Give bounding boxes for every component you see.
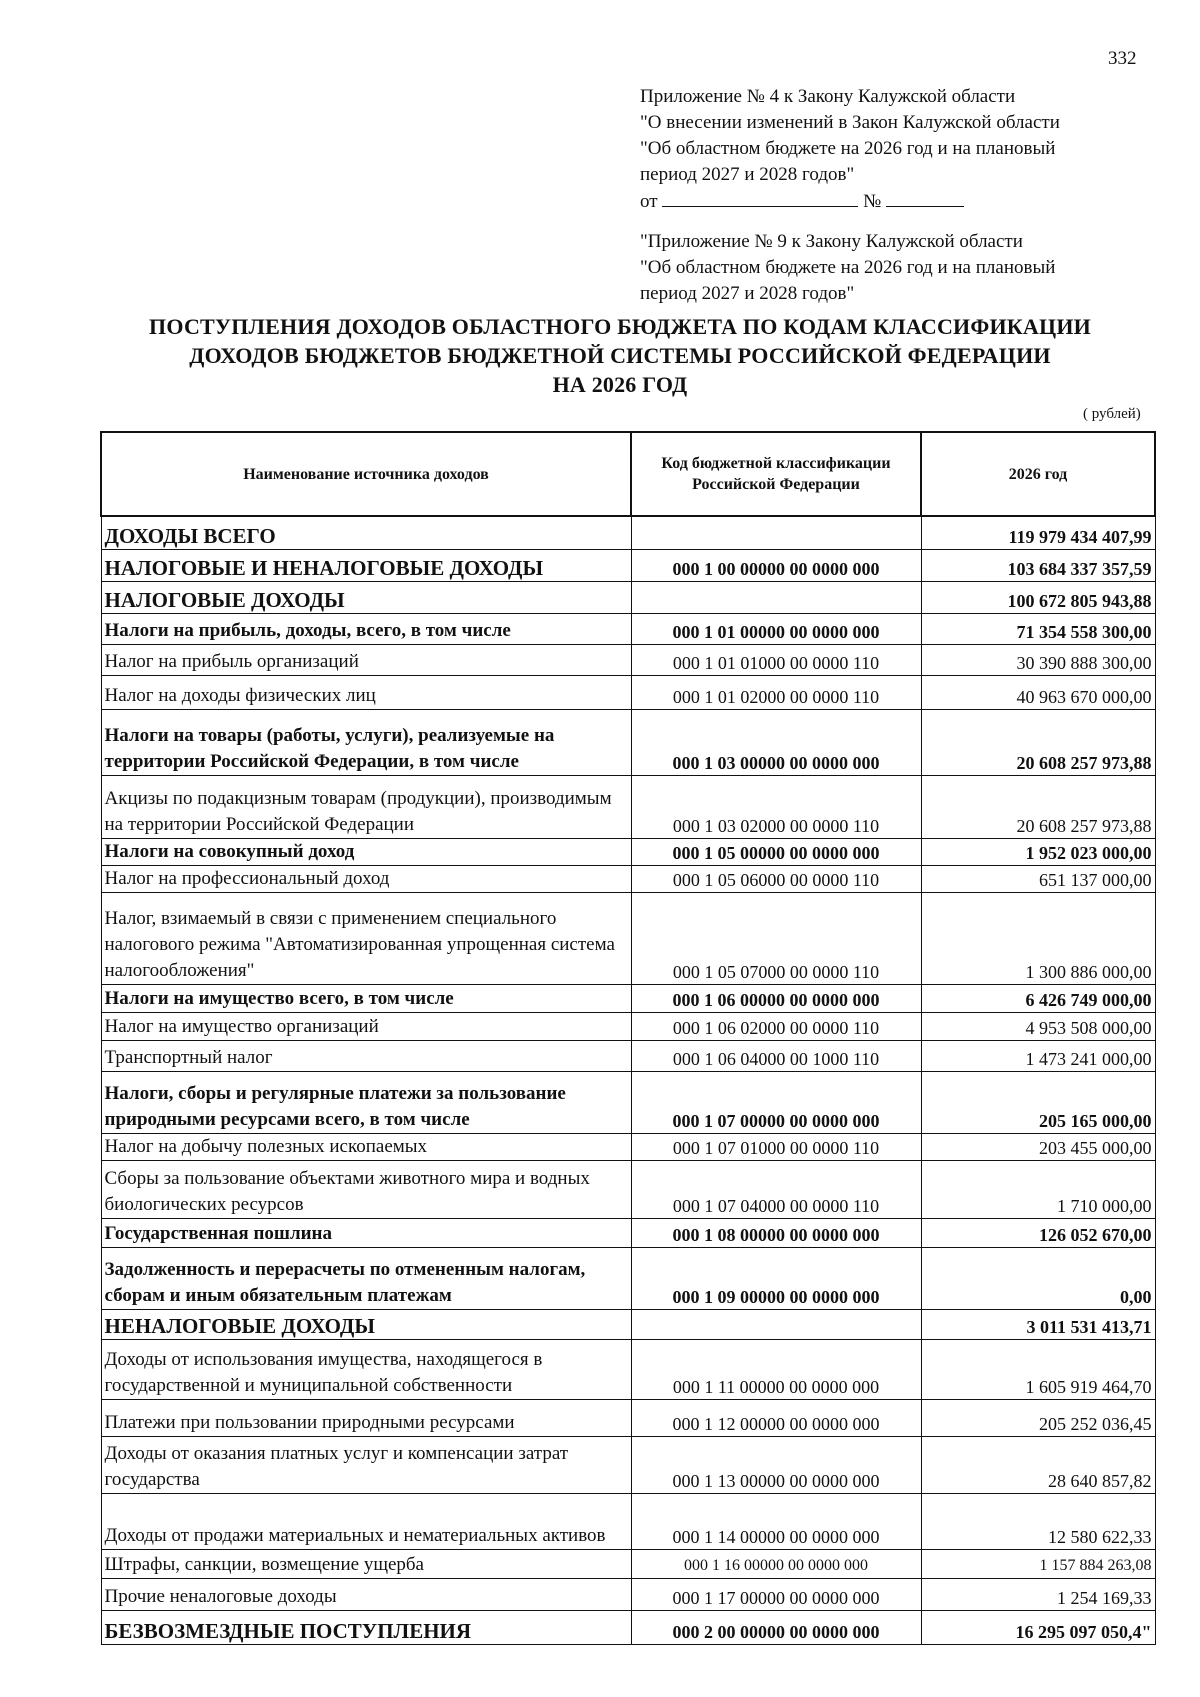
row-name: Налог на доходы физических лиц	[101, 675, 631, 709]
header-year: 2026 год	[921, 432, 1155, 516]
row-code: 000 1 01 01000 00 0000 110	[631, 644, 921, 675]
row-code: 000 1 16 00000 00 0000 000	[631, 1549, 921, 1578]
row-amount: 71 354 558 300,00	[921, 613, 1155, 644]
row-amount: 1 300 886 000,00	[921, 892, 1155, 984]
row-name: Налоги на имущество всего, в том числе	[101, 984, 631, 1012]
header-name: Наименование источника доходов	[101, 432, 631, 516]
row-code: 000 1 07 01000 00 0000 110	[631, 1133, 921, 1160]
row-amount: 103 684 337 357,59	[921, 549, 1155, 581]
page-number: 332	[1108, 48, 1137, 69]
row-name: Налоги на совокупный доход	[101, 838, 631, 865]
row-code	[631, 516, 921, 549]
row-code: 000 1 07 04000 00 0000 110	[631, 1160, 921, 1218]
document-title	[60, 312, 1180, 399]
number-blank	[886, 188, 964, 207]
row-code: 000 1 01 02000 00 0000 110	[631, 675, 921, 709]
row-code: 000 1 06 04000 00 1000 110	[631, 1040, 921, 1071]
row-code: 000 1 07 00000 00 0000 000	[631, 1071, 921, 1133]
table-header-row	[101, 432, 1155, 516]
title-line: НА 2026 ГОД	[552, 372, 688, 397]
row-code: 000 1 17 00000 00 0000 000	[631, 1578, 921, 1610]
row-name: Доходы от использования имущества, находящегося в государственной и муниципальной собственности	[101, 1339, 631, 1399]
unit-label: ( рублей)	[1083, 406, 1141, 422]
row-code: 000 1 13 00000 00 0000 000	[631, 1436, 921, 1493]
table-row	[101, 1247, 1155, 1309]
table-row	[101, 1012, 1155, 1040]
row-code: 000 1 14 00000 00 0000 000	[631, 1493, 921, 1549]
table-row	[101, 1309, 1155, 1339]
row-amount: 1 605 919 464,70	[921, 1339, 1155, 1399]
row-amount: 28 640 857,82	[921, 1436, 1155, 1493]
table-row	[101, 516, 1155, 549]
row-name: Доходы от продажи материальных и нематериальных активов	[101, 1493, 631, 1549]
attachment-line: Приложение № 4 к Закону Калужской области	[640, 86, 1016, 107]
table-row	[101, 1133, 1155, 1160]
table-row	[101, 838, 1155, 865]
row-name: Налог, взимаемый в связи с применением специального налогового режима "Автоматизированная упрощенная система налогообложения"	[101, 892, 631, 984]
attachment-line: "О внесении изменений в Закон Калужской области	[640, 112, 1060, 133]
row-name: Платежи при пользовании природными ресурсами	[101, 1399, 631, 1436]
table-row	[101, 1071, 1155, 1133]
date-number-line	[640, 188, 1160, 215]
table-row	[101, 581, 1155, 613]
table-row	[101, 1610, 1155, 1644]
row-name: Налог на прибыль организаций	[101, 644, 631, 675]
row-amount: 20 608 257 973,88	[921, 775, 1155, 838]
row-code: 000 1 12 00000 00 0000 000	[631, 1399, 921, 1436]
table-row	[101, 1218, 1155, 1247]
table-row	[101, 1436, 1155, 1493]
row-code: 000 1 01 00000 00 0000 000	[631, 613, 921, 644]
row-code	[631, 1309, 921, 1339]
row-name: ДОХОДЫ ВСЕГО	[101, 516, 631, 549]
title-line: ДОХОДОВ БЮДЖЕТОВ БЮДЖЕТНОЙ СИСТЕМЫ РОССИЙСКОЙ ФЕДЕРАЦИИ	[189, 343, 1051, 368]
row-name: Прочие неналоговые доходы	[101, 1578, 631, 1610]
row-name: Налог на профессиональный доход	[101, 865, 631, 892]
table-row	[101, 1339, 1155, 1399]
table-row	[101, 549, 1155, 581]
row-name: Налоги на прибыль, доходы, всего, в том числе	[101, 613, 631, 644]
row-amount: 1 254 169,33	[921, 1578, 1155, 1610]
row-code: 000 1 05 07000 00 0000 110	[631, 892, 921, 984]
row-amount: 6 426 749 000,00	[921, 984, 1155, 1012]
row-amount: 1 952 023 000,00	[921, 838, 1155, 865]
row-amount: 20 608 257 973,88	[921, 709, 1155, 775]
attachment-line: "Приложение № 9 к Закону Калужской области	[640, 231, 1023, 252]
row-amount: 203 455 000,00	[921, 1133, 1155, 1160]
table-row	[101, 644, 1155, 675]
revenue-table	[100, 431, 1156, 1645]
attachment-block-2	[640, 229, 1160, 307]
row-name: Доходы от оказания платных услуг и компенсации затрат государства	[101, 1436, 631, 1493]
attachment-line: период 2027 и 2028 годов"	[640, 164, 855, 185]
row-name: Задолженность и перерасчеты по отмененным налогам, сборам и иным обязательным платежам	[101, 1247, 631, 1309]
table-row	[101, 1549, 1155, 1578]
row-name: НАЛОГОВЫЕ И НЕНАЛОГОВЫЕ ДОХОДЫ	[101, 549, 631, 581]
table-row	[101, 892, 1155, 984]
row-name: Транспортный налог	[101, 1040, 631, 1071]
row-name: Налоги на товары (работы, услуги), реализуемые на территории Российской Федерации, в том числе	[101, 709, 631, 775]
table-row	[101, 1399, 1155, 1436]
row-name: Налоги, сборы и регулярные платежи за пользование природными ресурсами всего, в том числе	[101, 1071, 631, 1133]
row-amount: 119 979 434 407,99	[921, 516, 1155, 549]
row-name: Налог на имущество организаций	[101, 1012, 631, 1040]
row-amount: 1 710 000,00	[921, 1160, 1155, 1218]
table-row	[101, 775, 1155, 838]
row-code: 000 1 03 00000 00 0000 000	[631, 709, 921, 775]
table-row	[101, 984, 1155, 1012]
row-code: 000 1 11 00000 00 0000 000	[631, 1339, 921, 1399]
row-amount: 16 295 097 050,4"	[921, 1610, 1155, 1644]
row-code: 000 1 03 02000 00 0000 110	[631, 775, 921, 838]
row-name: Акцизы по подакцизным товарам (продукции), производимым на территории Российской Федерации	[101, 775, 631, 838]
date-prefix: от	[640, 191, 658, 212]
row-code: 000 1 05 00000 00 0000 000	[631, 838, 921, 865]
row-name: Штрафы, санкции, возмещение ущерба	[101, 1549, 631, 1578]
row-code: 000 1 08 00000 00 0000 000	[631, 1218, 921, 1247]
row-name: БЕЗВОЗМЕЗДНЫЕ ПОСТУПЛЕНИЯ	[101, 1610, 631, 1644]
attachment-line: период 2027 и 2028 годов"	[640, 283, 855, 304]
row-amount: 100 672 805 943,88	[921, 581, 1155, 613]
title-line: ПОСТУПЛЕНИЯ ДОХОДОВ ОБЛАСТНОГО БЮДЖЕТА ПО КОДАМ КЛАССИФИКАЦИИ	[149, 314, 1091, 339]
row-amount: 1 157 884 263,08	[921, 1549, 1155, 1578]
table-row	[101, 1160, 1155, 1218]
row-amount: 0,00	[921, 1247, 1155, 1309]
row-name: НАЛОГОВЫЕ ДОХОДЫ	[101, 581, 631, 613]
row-amount: 126 052 670,00	[921, 1218, 1155, 1247]
row-amount: 651 137 000,00	[921, 865, 1155, 892]
number-sign: №	[863, 191, 882, 212]
row-code: 000 1 09 00000 00 0000 000	[631, 1247, 921, 1309]
row-amount: 30 390 888 300,00	[921, 644, 1155, 675]
row-amount: 12 580 622,33	[921, 1493, 1155, 1549]
table-row	[101, 1493, 1155, 1549]
row-code: 000 1 00 00000 00 0000 000	[631, 549, 921, 581]
row-code: 000 2 00 00000 00 0000 000	[631, 1610, 921, 1644]
attachment-line: "Об областном бюджете на 2026 год и на плановый	[640, 257, 1056, 278]
header-code: Код бюджетной классификации Российской Федерации	[631, 432, 921, 516]
attachment-header	[640, 84, 1160, 307]
row-amount: 40 963 670 000,00	[921, 675, 1155, 709]
row-amount: 205 165 000,00	[921, 1071, 1155, 1133]
date-blank	[662, 188, 858, 207]
row-amount: 205 252 036,45	[921, 1399, 1155, 1436]
row-name: Сборы за пользование объектами животного мира и водных биологических ресурсов	[101, 1160, 631, 1218]
table-row	[101, 675, 1155, 709]
row-amount: 1 473 241 000,00	[921, 1040, 1155, 1071]
row-code: 000 1 06 00000 00 0000 000	[631, 984, 921, 1012]
row-amount: 3 011 531 413,71	[921, 1309, 1155, 1339]
row-amount: 4 953 508 000,00	[921, 1012, 1155, 1040]
row-name: Государственная пошлина	[101, 1218, 631, 1247]
row-code: 000 1 05 06000 00 0000 110	[631, 865, 921, 892]
table-row	[101, 709, 1155, 775]
row-name: НЕНАЛОГОВЫЕ ДОХОДЫ	[101, 1309, 631, 1339]
table-row	[101, 1040, 1155, 1071]
row-name: Налог на добычу полезных ископаемых	[101, 1133, 631, 1160]
table-row	[101, 613, 1155, 644]
row-code	[631, 581, 921, 613]
table-row	[101, 1578, 1155, 1610]
table-row	[101, 865, 1155, 892]
attachment-line: "Об областном бюджете на 2026 год и на плановый	[640, 138, 1056, 159]
row-code: 000 1 06 02000 00 0000 110	[631, 1012, 921, 1040]
